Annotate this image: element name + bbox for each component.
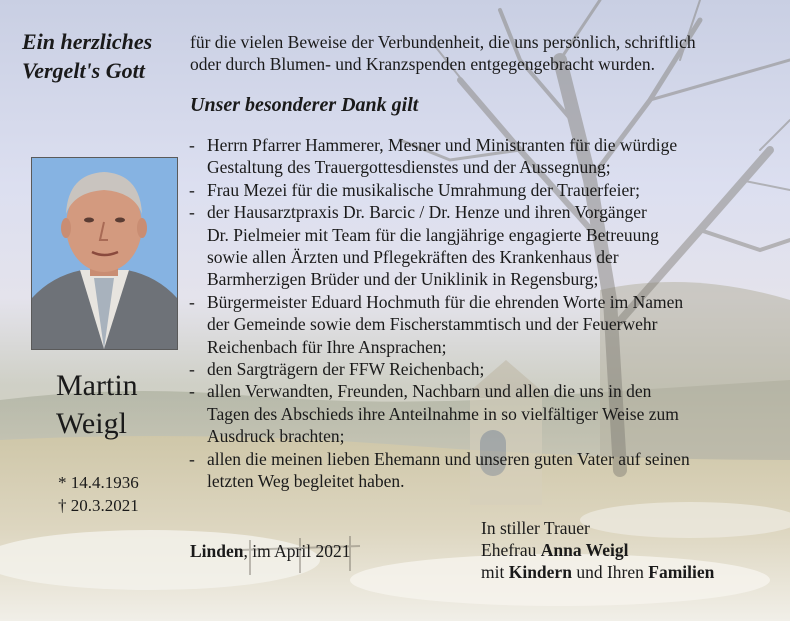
signature-prefix-with: mit [481,562,509,582]
deceased-name [56,367,138,443]
last-name: Weigl [56,407,127,440]
signature-mid: und Ihren [571,562,649,582]
thanks-item [189,380,779,447]
thanks-item-line: - Bürgermeister Eduard Hochmuth für die ehrenden Worte im Namen [207,291,684,312]
thanks-list [189,134,779,493]
thanks-item-line: Barmherzigen Brüder und der Uniklinik in Regensburg; [207,269,599,290]
thanks-item-line: Gestaltung des Trauergottesdienstes und der Aussegnung; [207,157,611,178]
signature-line-1: In stiller Trauer [481,518,590,538]
intro-text [190,31,780,75]
children-label: Kindern [508,562,572,582]
signature [481,517,714,583]
signature-line-3 [481,561,714,583]
thanks-heading: Unser besonderer Dank gilt [190,94,419,116]
title-line-1: Ein herzliches [22,29,153,54]
signature-line-2 [481,539,714,561]
birth-date: * 14.4.1936 [58,473,139,492]
death-date: † 20.3.2021 [58,496,139,515]
intro-line-2: oder durch Blumen- und Kranzspenden entgegengebracht wurden. [190,54,656,74]
thanks-item [189,201,779,291]
thanks-item-line: - den Sargträgern der FFW Reichenbach; [207,359,485,380]
thanks-item-line: - Frau Mezei für die musikalische Umrahmung der Trauerfeier; [207,179,640,200]
title-line-2: Vergelt's Gott [22,58,145,83]
thanks-item-line: Tagen des Abschieds ihre Anteilnahme in so vielfältiger Weise zum [207,403,679,424]
thanks-item [189,134,779,179]
portrait-photo [31,157,178,350]
title [22,27,152,85]
thanks-item-line: der Gemeinde sowie dem Fischerstammtisch und der Feuerwehr [207,314,658,335]
intro-line-1: für die vielen Beweise der Verbundenheit, die uns persönlich, schriftlich [190,32,696,52]
signature-prefix-wife: Ehefrau [481,540,541,560]
thanks-item-line: - der Hausarztpraxis Dr. Barcic / Dr. Henze und ihren Vorgänger [207,202,647,223]
thanks-item-line: sowie allen Ärzten und Pflegekräften des Krankenhaus der [207,247,619,268]
place-date [190,540,350,562]
thanks-item-line: - allen Verwandten, Freunden, Nachbarn und allen die uns in den [207,381,652,402]
thanks-item-line: - allen die meinen lieben Ehemann und unseren guten Vater auf seinen [207,448,690,469]
thanks-item [189,179,779,201]
thanks-item-line: Ausdruck brachten; [207,426,345,447]
families-label: Familien [648,562,715,582]
portrait-image [32,158,177,349]
thanks-item [189,291,779,358]
life-dates [58,471,139,517]
thanks-item-line: Dr. Pielmeier mit Team für die langjährige engagierte Betreuung [207,224,659,245]
thanks-item-line: letzten Weg begleitet haben. [207,471,405,492]
thanks-item [189,448,779,493]
thanks-item-line: - Herrn Pfarrer Hammerer, Mesner und Ministranten für die würdige [207,135,678,155]
thanks-item [189,358,779,380]
date: , im April 2021 [243,541,351,561]
first-name: Martin [56,369,138,402]
place: Linden [190,541,244,561]
thanks-item-line: Reichenbach für Ihre Ansprachen; [207,336,447,357]
widow-name: Anna Weigl [540,540,629,560]
